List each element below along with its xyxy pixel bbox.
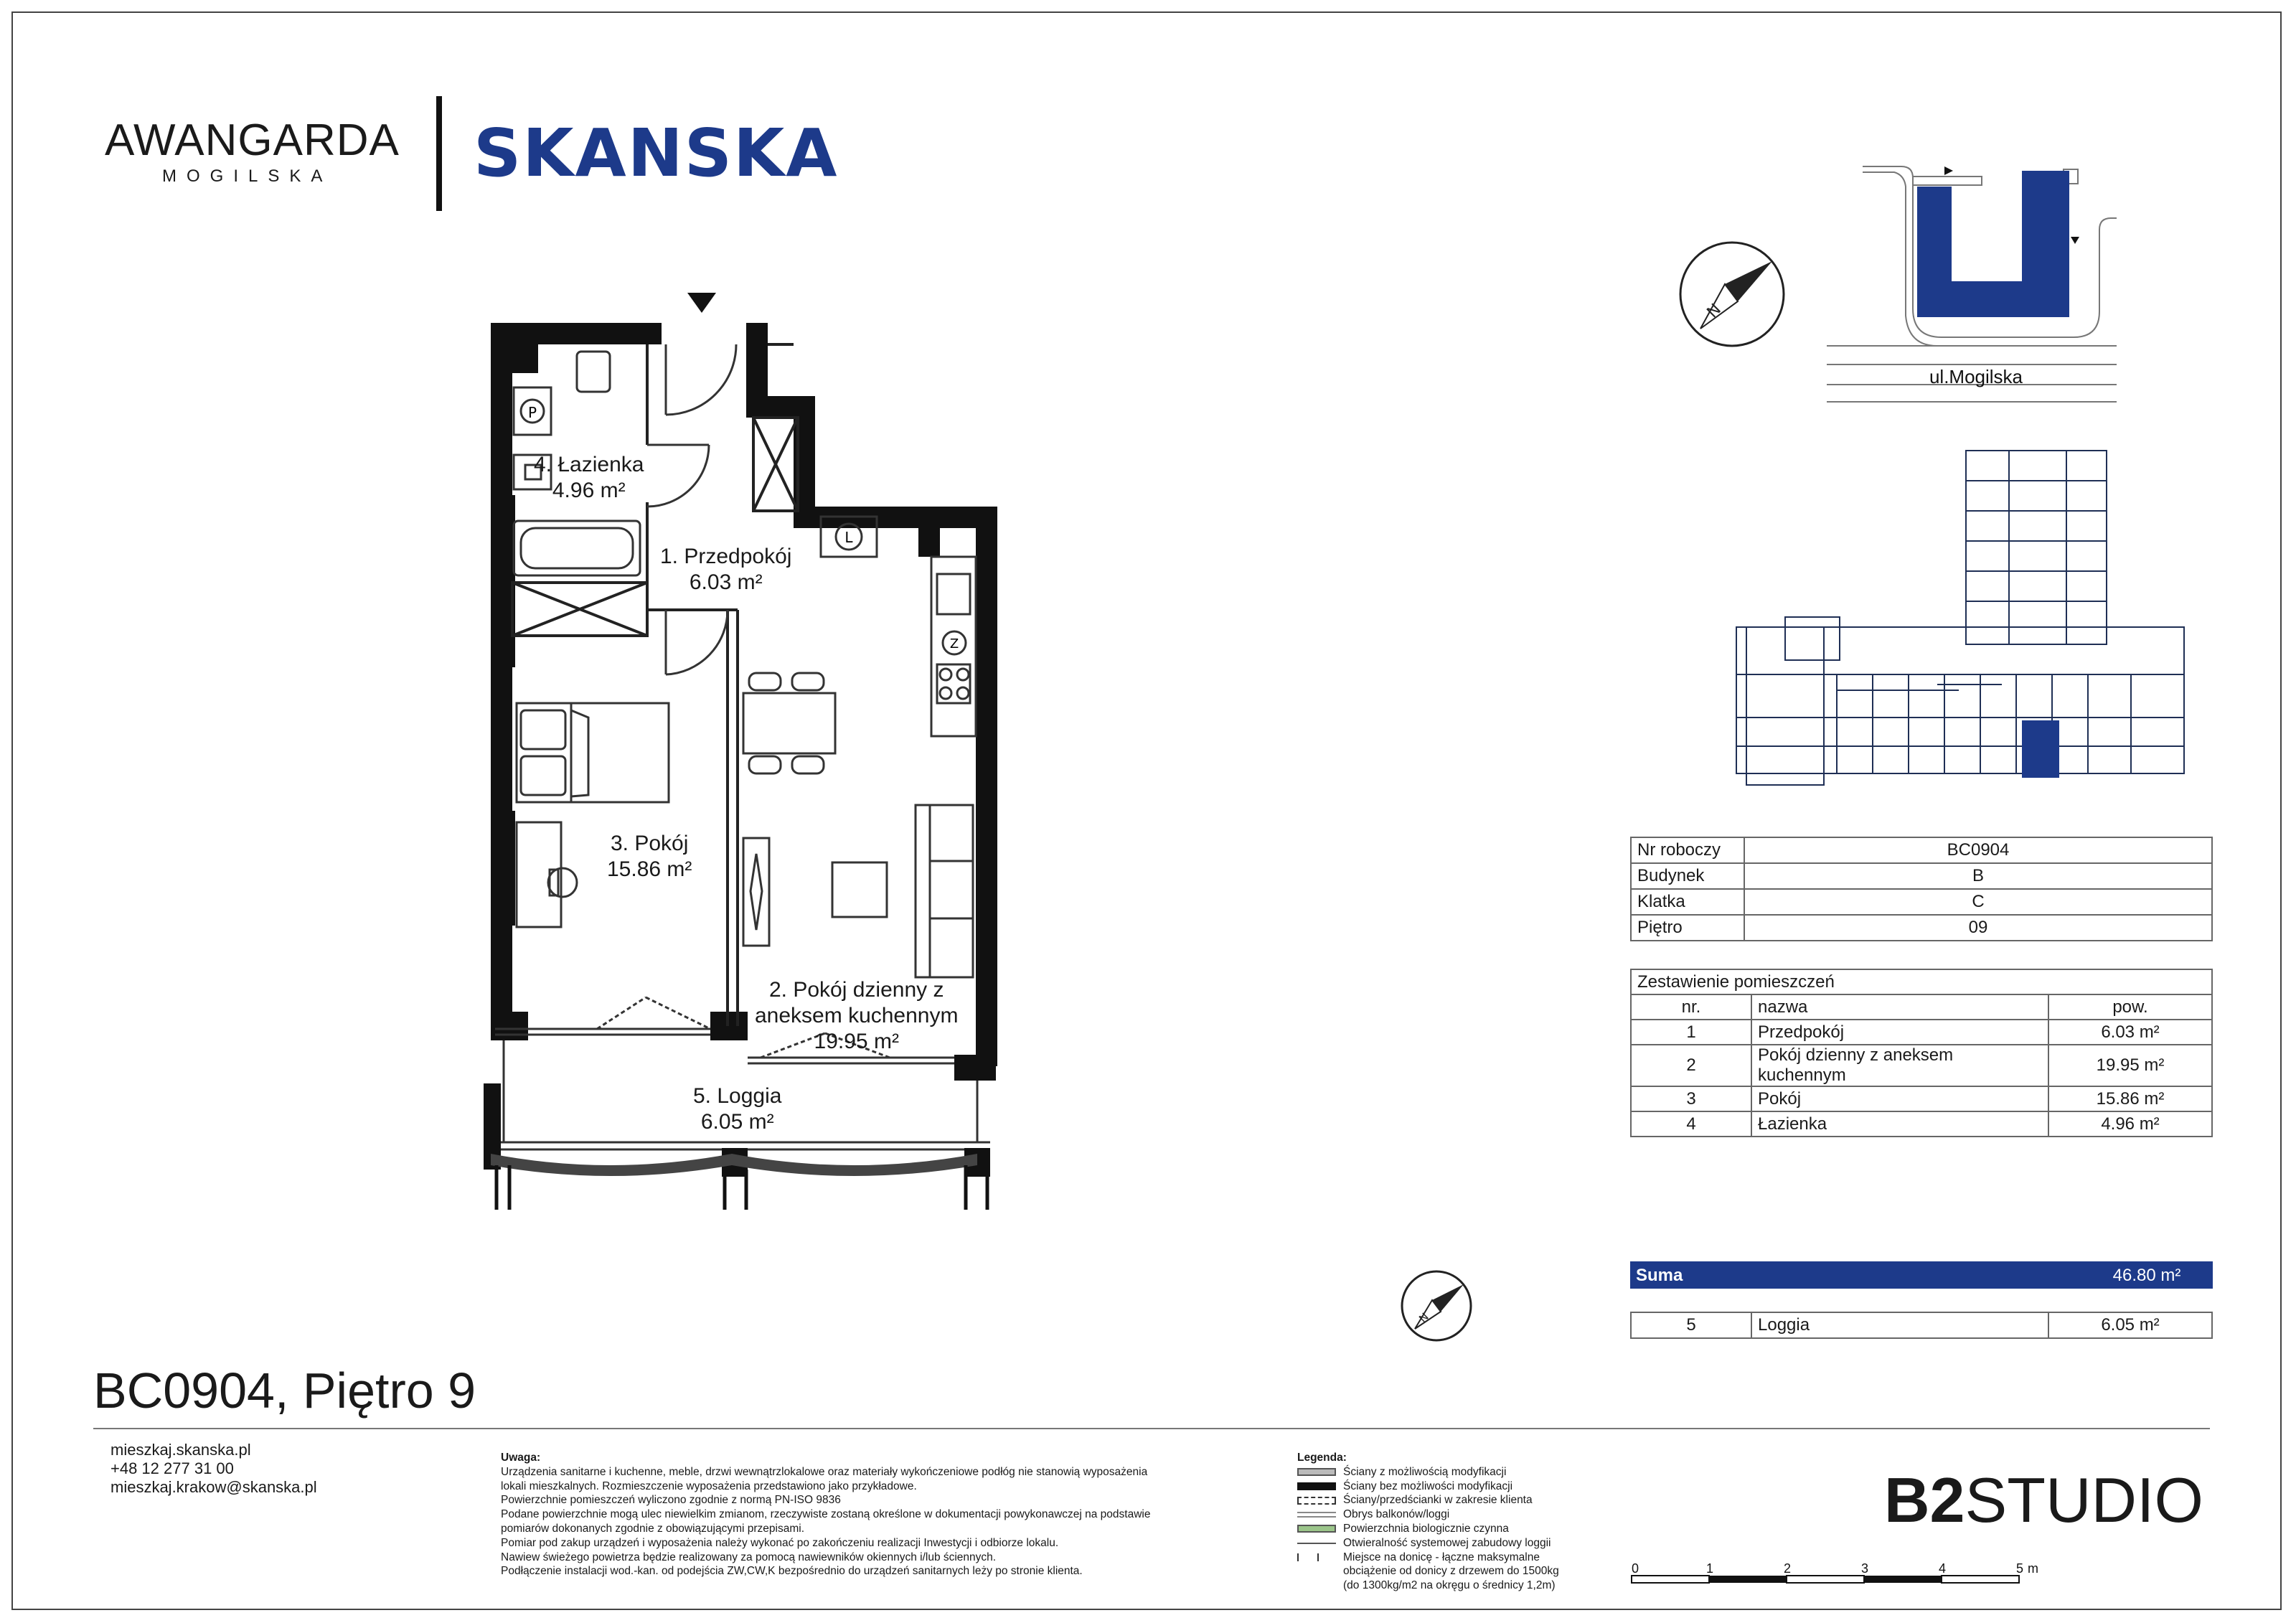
- site-arrow-icon-2: [2071, 237, 2079, 244]
- sum-label: Suma: [1636, 1266, 1683, 1285]
- appliance-mark-l: L: [844, 529, 853, 546]
- table-row: 4 Łazienka 4.96 m²: [1631, 1111, 2212, 1137]
- room-label-pokoj-dzienny: 2. Pokój dzienny z aneksem kuchennym 19.95 m²: [755, 978, 959, 1053]
- north-compass-icon: [1680, 243, 1784, 346]
- bedroom-furniture: [517, 703, 669, 927]
- legend-block: Legenda: Ściany z możliwością modyfikacji Ściany bez możliwości modyfikacji Ściany/przedścianki w zakresie klienta Obrys balkonów/loggi Powierzchnia biologicznie czynna Otwieralność systemowej zabudowy loggii Miejsce na donicę - łączne maksymalne obciążenie od donicy z drzewem do 1500kg (do 1300kg/m2 na okręgu o średnicy 1,2m): [1297, 1452, 1559, 1592]
- scale-unit: m: [2028, 1561, 2038, 1576]
- key-floor-plan: [1736, 451, 2184, 785]
- scale-tick-3: 3: [1861, 1561, 1869, 1576]
- street-label: ul.Mogilska: [1929, 366, 2023, 387]
- building-highlight: [1917, 171, 2069, 317]
- note-block: Uwaga: Urządzenia sanitarne i kuchenne, meble, drzwi wewnątrzlokalowe oraz materiały wykończeniowe podłóg nie stanowią wyposażenia lokali mieszkalnych. Rozmieszczenie wyposażenia przedstawiono jako przykładowe. Powierzchnie pomieszczeń wyliczono zgodnie z normą PN-ISO 9836 Podane powierzchnie mogą ulec niewielkim zmianom, rzeczywiste zostaną określone w dokumentacji powykonawczej na podstawie pomiarów dokonanych zgodnie z obowiązującymi przepisami. Pomiar pod zakup urządzeń i wyposażenia należy wykonać po zakończeniu realizacji Inwestycji i odbiorze lokalu. Nawiew świeżego powietrza będzie realizowany za pomocą nawiewników okiennych i/lub ściennych. Podłączenie instalacji wod.-kan. od podejścia ZW,CW,K bezpośrednio do urządzeń sanitarnych leży po stronie klienta.: [501, 1452, 1151, 1578]
- appliance-mark-p: P: [527, 404, 537, 421]
- loggia-table: [1630, 1312, 2213, 1339]
- table-row: 3 Pokój 15.86 m²: [1631, 1086, 2212, 1111]
- rooms-table-header: nr. nazwa pow.: [1631, 994, 2212, 1020]
- appliance-mark-z: Z: [949, 636, 959, 651]
- project-logo-title: AWANGARDA: [105, 116, 400, 165]
- legend-item: Ściany/przedścianki w zakresie klienta: [1297, 1493, 1559, 1507]
- key-plan-unit-highlight: [2022, 720, 2059, 778]
- legend-item: Ściany bez możliwości modyfikacji: [1297, 1479, 1559, 1494]
- sum-value: 46.80 m²: [2112, 1266, 2181, 1285]
- kitchen-fixtures: [821, 517, 976, 736]
- scale-tick-5: 5: [2016, 1561, 2024, 1576]
- scale-tick-2: 2: [1784, 1561, 1792, 1576]
- legend-item: Ściany z możliwością modyfikacji: [1297, 1465, 1559, 1479]
- unit-info-table: [1630, 837, 2213, 941]
- legend-item: obciążenie od donicy z drzewem do 1500kg: [1343, 1565, 1559, 1578]
- scale-tick-0: 0: [1632, 1561, 1639, 1576]
- sum-bar: [1630, 1261, 2213, 1289]
- rooms-table-title: Zestawienie pomieszczeń: [1631, 969, 2212, 994]
- info-row: Piętro 09: [1631, 915, 2212, 941]
- info-row: Nr roboczy BC0904: [1631, 837, 2212, 863]
- legend-item: (do 1300kg/m2 na okręgu o średnicy 1,2m): [1343, 1579, 1556, 1592]
- living-furniture: [743, 805, 973, 977]
- table-row: 1 Przedpokój 6.03 m²: [1631, 1020, 2212, 1045]
- contact-phone[interactable]: +48 12 277 31 00: [110, 1459, 234, 1477]
- studio-logo: B2STUDIO: [1884, 1464, 2203, 1535]
- entrance-arrow-icon: [687, 293, 716, 313]
- svg-text:N: N: [1703, 300, 1725, 322]
- project-logo-subtitle: MOGILSKA: [162, 166, 333, 186]
- dining-set: [743, 673, 835, 773]
- legend-item: Powierzchnia biologicznie czynna: [1297, 1522, 1559, 1536]
- table-row: 2 Pokój dzienny z aneksem kuchennym 19.95 m²: [1631, 1045, 2212, 1086]
- svg-text:N: N: [1416, 1310, 1431, 1325]
- info-row: Klatka C: [1631, 889, 2212, 915]
- scale-bar: [1632, 1561, 2038, 1583]
- room-label-lazienka: 4. Łazienka 4.96 m²: [534, 453, 644, 502]
- footer-divider: [93, 1428, 2210, 1429]
- rooms-table: [1630, 969, 2213, 1137]
- room-label-loggia: 5. Loggia 6.05 m²: [693, 1084, 782, 1134]
- legend-item: Miejsce na donicę - łączne maksymalne: [1297, 1551, 1559, 1565]
- room-label-przedpokoj: 1. Przedpokój 6.03 m²: [660, 545, 792, 594]
- scale-tick-1: 1: [1706, 1561, 1714, 1576]
- unit-title: BC0904, Piętro 9: [93, 1363, 476, 1419]
- north-compass-small-icon: [1402, 1271, 1471, 1340]
- contact-block: [110, 1441, 317, 1497]
- legend-item: Obrys balkonów/loggi: [1297, 1507, 1559, 1522]
- legend-item: Otwieralność systemowej zabudowy loggii: [1297, 1536, 1559, 1551]
- developer-logo: SKANSKA: [474, 115, 839, 192]
- contact-email[interactable]: mieszkaj.krakow@skanska.pl: [110, 1478, 317, 1496]
- doors: [647, 344, 736, 674]
- room-label-pokoj: 3. Pokój 15.86 m²: [607, 832, 692, 881]
- info-row: Budynek B: [1631, 863, 2212, 889]
- site-arrow-icon: [1944, 166, 1953, 175]
- scale-tick-4: 4: [1939, 1561, 1947, 1576]
- contact-website[interactable]: mieszkaj.skanska.pl: [110, 1441, 251, 1459]
- table-row: 5 Loggia 6.05 m²: [1631, 1312, 2212, 1338]
